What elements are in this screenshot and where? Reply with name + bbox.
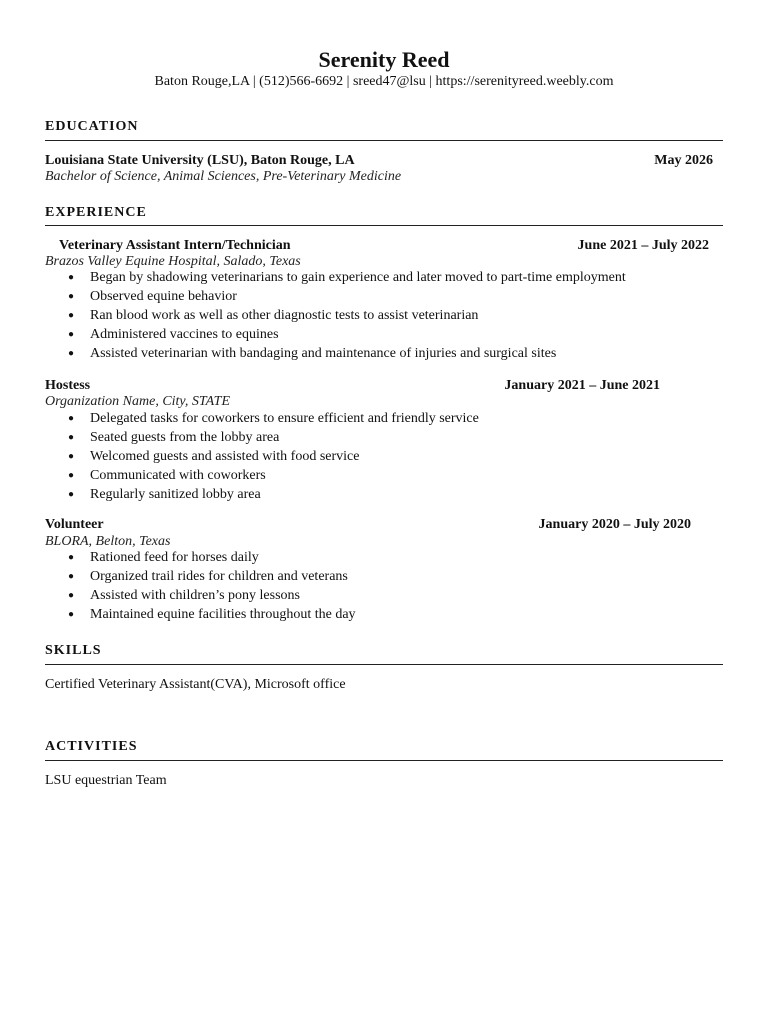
job-date: January 2020 – July 2020 — [538, 517, 691, 532]
skills-heading: SKILLS — [45, 643, 102, 658]
job-organization: Organization Name, City, STATE — [45, 394, 230, 409]
activities-text: LSU equestrian Team — [45, 773, 167, 788]
job-organization: Brazos Valley Equine Hospital, Salado, Texas — [45, 254, 301, 269]
list-item: ● Observed equine behavior — [68, 289, 237, 304]
bullet-icon: ● — [68, 413, 75, 424]
activities-divider — [45, 760, 723, 761]
job-bullet-list — [68, 409, 479, 504]
degree: Bachelor of Science, Animal Sciences, Pre-Veterinary Medicine — [45, 169, 402, 184]
list-item: ● Assisted with children’s pony lessons — [68, 588, 300, 603]
bullet-icon: ● — [68, 590, 75, 601]
education-date: May 2026 — [654, 153, 713, 168]
bullet-icon: ● — [68, 489, 75, 500]
list-item: ● Communicated with coworkers — [68, 468, 266, 483]
skills-divider — [45, 664, 723, 665]
job-bullet-list — [68, 268, 626, 363]
list-item: ● Ran blood work as well as other diagnostic tests to assist veterinarian — [68, 308, 479, 323]
job-date: June 2021 – July 2022 — [577, 238, 709, 253]
list-item: ● Seated guests from the lobby area — [68, 430, 280, 445]
job-date: January 2021 – June 2021 — [504, 378, 660, 393]
list-item: ● Began by shadowing veterinarians to gain experience and later moved to part-time employment — [68, 270, 626, 285]
bullet-icon: ● — [68, 571, 75, 582]
bullet-icon: ● — [68, 329, 75, 340]
list-item: ● Organized trail rides for children and veterans — [68, 569, 348, 584]
bullet-icon: ● — [68, 348, 75, 359]
experience-divider — [45, 225, 723, 226]
list-item: ● Maintained equine facilities throughout the day — [68, 607, 356, 622]
bullet-icon: ● — [68, 310, 75, 321]
activities-heading: ACTIVITIES — [45, 739, 138, 754]
resume-name: Serenity Reed — [318, 47, 450, 72]
bullet-icon: ● — [68, 470, 75, 481]
job-bullet-list — [68, 548, 356, 624]
job-title: Hostess — [45, 378, 91, 393]
job-title: Volunteer — [45, 517, 104, 532]
bullet-icon: ● — [68, 272, 75, 283]
education-heading: EDUCATION — [45, 119, 139, 134]
experience-heading: EXPERIENCE — [45, 205, 147, 220]
list-item: ● Assisted veterinarian with bandaging and maintenance of injuries and surgical sites — [68, 346, 557, 361]
list-item: ● Administered vaccines to equines — [68, 327, 279, 342]
list-item: ● Welcomed guests and assisted with food service — [68, 449, 360, 464]
list-item: ● Delegated tasks for coworkers to ensure efficient and friendly service — [68, 411, 479, 426]
bullet-icon: ● — [68, 291, 75, 302]
list-item: ● Regularly sanitized lobby area — [68, 487, 261, 502]
job-organization: BLORA, Belton, Texas — [45, 534, 171, 549]
contact-line: Baton Rouge,LA | (512)566-6692 | sreed47@lsu | https://serenityreed.weebly.com — [154, 74, 614, 89]
bullet-icon: ● — [68, 552, 75, 563]
job-title: Veterinary Assistant Intern/Technician — [59, 238, 291, 253]
bullet-icon: ● — [68, 451, 75, 462]
bullet-icon: ● — [68, 432, 75, 443]
school-name: Louisiana State University (LSU), Baton Rouge, LA — [45, 153, 355, 168]
list-item: ● Rationed feed for horses daily — [68, 550, 259, 565]
education-divider — [45, 140, 723, 141]
bullet-icon: ● — [68, 609, 75, 620]
skills-text: Certified Veterinary Assistant(CVA), Microsoft office — [45, 677, 346, 692]
